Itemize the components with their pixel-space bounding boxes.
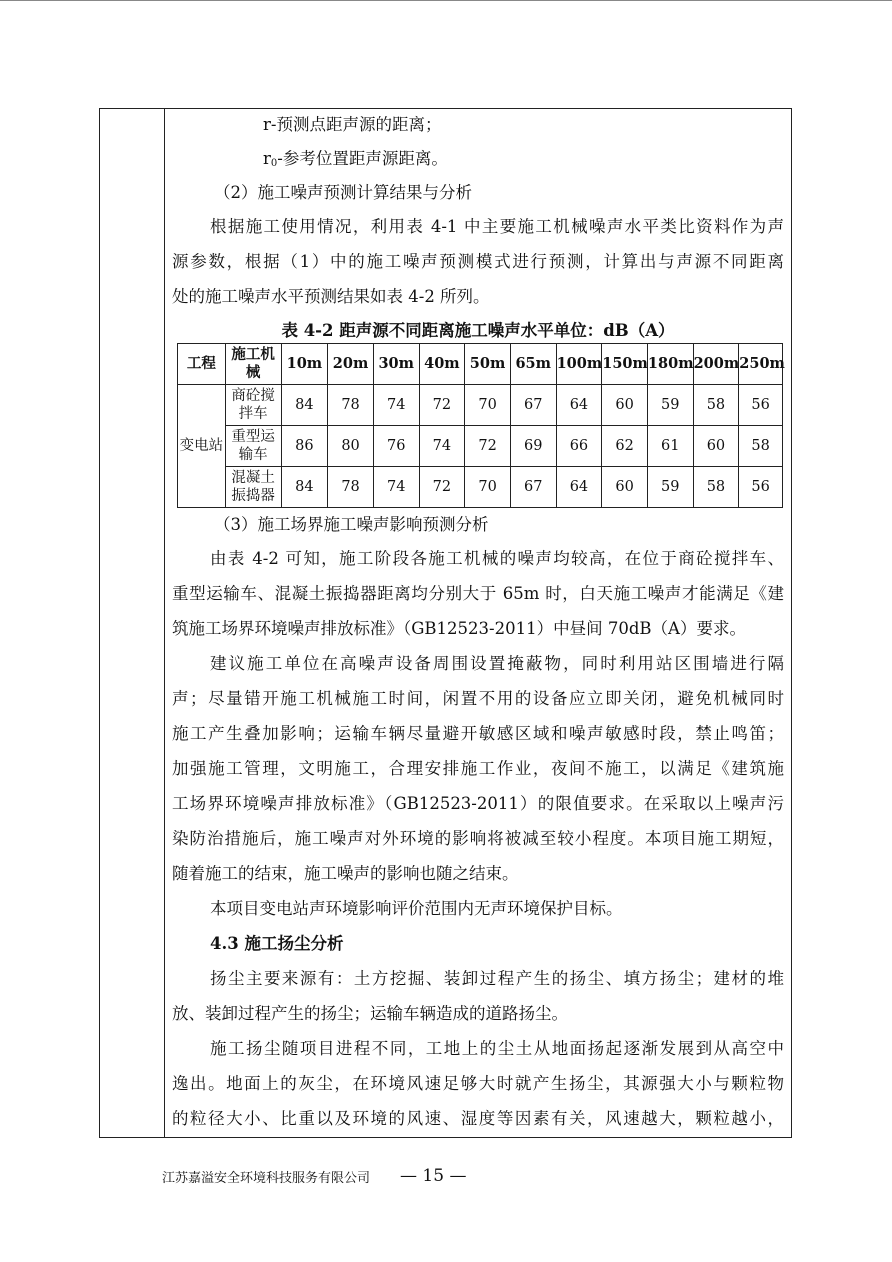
header-cell: 20m — [328, 344, 374, 385]
paragraph-line: 染防治措施后，施工噪声对外环境的影响将被减至较小程度。本项目施工期短， — [172, 829, 784, 848]
header-cell: 30m — [373, 344, 419, 385]
paragraph-line: 处的施工噪声水平预测结果如表 4-2 所列。 — [172, 287, 490, 306]
value-cell: 70 — [465, 467, 511, 508]
value-cell: 74 — [419, 426, 465, 467]
value-cell: 72 — [419, 385, 465, 426]
header-cell: 180m — [647, 344, 693, 385]
paragraph-line: 本项目变电站声环境影响评价范围内无声环境保护目标。 — [210, 899, 623, 918]
top-rule — [0, 0, 892, 1]
paragraph-line: 的粒径大小、比重以及环境的风速、湿度等因素有关，风速越大，颗粒越小， — [172, 1109, 784, 1128]
value-cell: 61 — [647, 426, 693, 467]
machine-cell: 商砼搅拌车 — [225, 385, 281, 426]
noise-table — [177, 343, 783, 508]
header-cell: 40m — [419, 344, 465, 385]
paragraph-line: 加强施工管理，文明施工，合理安排施工作业，夜间不施工，以满足《建筑施 — [172, 759, 784, 778]
page-number: — 15 — — [400, 1166, 467, 1186]
value-cell: 67 — [510, 385, 556, 426]
value-cell: 56 — [739, 467, 783, 508]
table-caption: 表 4-2 距声源不同距离施工噪声水平单位：dB（A） — [281, 321, 675, 340]
machine-cell: 混凝土振捣器 — [225, 467, 281, 508]
value-cell: 72 — [419, 467, 465, 508]
paragraph-line: 根据施工使用情况，利用表 4-1 中主要施工机械噪声水平类比资料作为声 — [210, 217, 784, 236]
paragraph-line: 扬尘主要来源有：土方挖掘、装卸过程产生的扬尘、填方扬尘；建材的堆 — [210, 969, 784, 988]
header-cell: 100m — [556, 344, 602, 385]
value-cell: 58 — [739, 426, 783, 467]
value-cell: 58 — [693, 385, 739, 426]
paragraph-line: 源参数，根据（1）中的施工噪声预测模式进行预测，计算出与声源不同距离 — [172, 252, 784, 271]
value-cell: 60 — [602, 467, 648, 508]
value-cell: 78 — [328, 385, 374, 426]
column-divider — [164, 109, 165, 1137]
paragraph-line: 工场界环境噪声排放标准》（GB12523-2011）的限值要求。在采取以上噪声污 — [172, 794, 784, 813]
paragraph-line: 放、装卸过程产生的扬尘；运输车辆造成的道路扬尘。 — [172, 1004, 568, 1023]
paragraph-line: 施工产生叠加影响；运输车辆尽量避开敏感区域和噪声敏感时段，禁止鸣笛； — [172, 724, 784, 743]
value-cell: 70 — [465, 385, 511, 426]
section-3-title: （3）施工场界施工噪声影响预测分析 — [214, 515, 489, 534]
paragraph-line: 建议施工单位在高噪声设备周围设置掩蔽物，同时利用站区围墙进行隔 — [210, 654, 784, 673]
value-cell: 84 — [281, 385, 328, 426]
value-cell: 56 — [739, 385, 783, 426]
value-cell: 60 — [602, 385, 648, 426]
value-cell: 72 — [465, 426, 511, 467]
header-cell: 10m — [281, 344, 328, 385]
value-cell: 62 — [602, 426, 648, 467]
value-cell: 67 — [510, 467, 556, 508]
paragraph-line: 筑施工场界环境噪声排放标准》（GB12523-2011）中昼间 70dB（A）要求。 — [172, 619, 746, 638]
section-2-title: （2）施工噪声预测计算结果与分析 — [214, 183, 472, 202]
machine-cell: 重型运输车 — [225, 426, 281, 467]
paragraph-line: 由表 4-2 可知，施工阶段各施工机械的噪声均较高，在位于商砼搅拌车、 — [210, 549, 784, 568]
r0-definition: $r_0-$参考位置距声源距离。 — [263, 149, 448, 169]
header-cell: 250m — [739, 344, 783, 385]
value-cell: 76 — [373, 426, 419, 467]
value-cell: 59 — [647, 385, 693, 426]
table-row — [178, 426, 783, 467]
value-cell: 86 — [281, 426, 328, 467]
value-cell: 74 — [373, 385, 419, 426]
project-cell: 变电站 — [178, 385, 226, 508]
header-cell: 施工机械 — [225, 344, 281, 385]
r-definition: r-预测点距声源的距离； — [263, 115, 442, 134]
table-row — [178, 385, 783, 426]
value-cell: 80 — [328, 426, 374, 467]
document-frame — [99, 108, 792, 1138]
section-4-3-title: 4.3 施工扬尘分析 — [210, 934, 344, 953]
paragraph-line: 施工扬尘随项目进程不同，工地上的尘土从地面扬起逐渐发展到从高空中 — [210, 1039, 784, 1058]
value-cell: 66 — [556, 426, 602, 467]
header-cell: 200m — [693, 344, 739, 385]
value-cell: 78 — [328, 467, 374, 508]
value-cell: 64 — [556, 467, 602, 508]
paragraph-line: 随着施工的结束，施工噪声的影响也随之结束。 — [172, 864, 519, 883]
table-header-row — [178, 344, 783, 385]
footer-company: 江苏嘉溢安全环境科技服务有限公司 — [162, 1171, 371, 1186]
header-cell: 150m — [602, 344, 648, 385]
table-row — [178, 467, 783, 508]
paragraph-line: 重型运输车、混凝土振捣器距离均分别大于 65m 时，白天施工噪声才能满足《建 — [172, 584, 784, 603]
value-cell: 74 — [373, 467, 419, 508]
header-cell: 65m — [510, 344, 556, 385]
value-cell: 69 — [510, 426, 556, 467]
header-cell: 工程 — [178, 344, 226, 385]
paragraph-line: 逸出。地面上的灰尘，在环境风速足够大时就产生扬尘，其源强大小与颗粒物 — [172, 1074, 784, 1093]
header-cell: 50m — [465, 344, 511, 385]
value-cell: 58 — [693, 467, 739, 508]
value-cell: 59 — [647, 467, 693, 508]
value-cell: 64 — [556, 385, 602, 426]
paragraph-line: 声；尽量错开施工机械施工时间，闲置不用的设备应立即关闭，避免机械同时 — [172, 689, 784, 708]
value-cell: 60 — [693, 426, 739, 467]
value-cell: 84 — [281, 467, 328, 508]
